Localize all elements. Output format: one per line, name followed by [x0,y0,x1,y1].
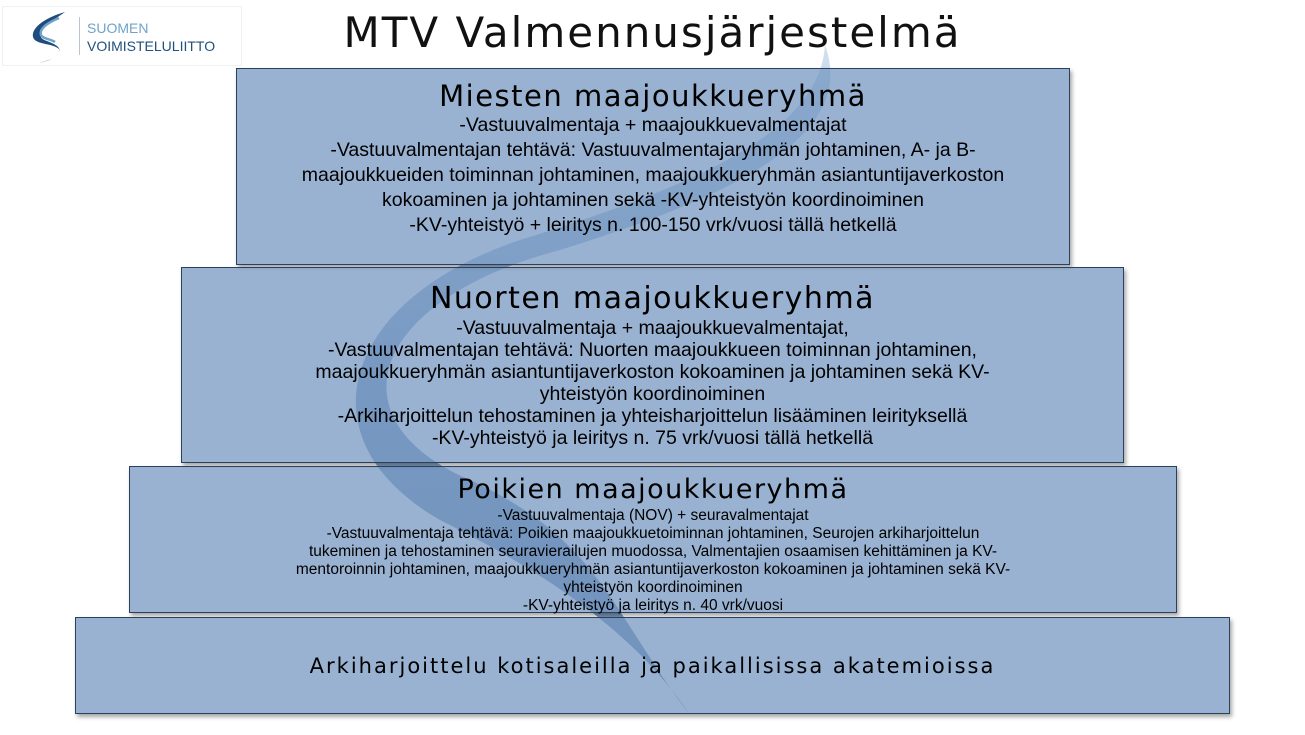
tier-line: maajoukkueryhmän asiantuntijaverkoston kokoaminen ja johtaminen sekä KV- [315,361,990,383]
tier-line: -Arkiharjoittelun tehostaminen ja yhteisharjoittelun lisääminen leirityksellä [337,405,968,427]
tier-heading: Nuorten maajoukkueryhmä [429,281,876,316]
tier-heading: Poikien maajoukkueryhmä [457,474,849,505]
tier-line: yhteistyön koordinoiminen [539,383,766,405]
tier-line: maajoukkueiden toiminnan johtaminen, maajoukkueryhmän asiantuntijaverkoston [301,164,1005,186]
tier-heading: Miesten maajoukkueryhmä [439,79,867,113]
tier-line: yhteistyön koordinoiminen [563,579,743,596]
tier-line: -Vastuuvalmentaja tehtävä: Poikien maajoukkuetoiminnan johtaminen, Seurojen arkiharjoittelun [326,525,980,542]
tier-line: tukeminen ja tehostaminen seuravierailujen muodossa, Valmentajien osaamisen kehittäminen ja KV- [308,543,998,560]
tier-nuorten-maajoukkueryhma [181,267,1124,463]
logo-line-2: VOIMISTELULIITTO [87,38,216,54]
tier-line: -Vastuuvalmentaja + maajoukkuevalmentajat, [456,317,849,339]
tier-line: mentoroinnin johtaminen, maajoukkueryhmän asiantuntijaverkoston kokoaminen ja johtaminen sekä KV- [295,561,1011,578]
tier-miesten-maajoukkueryhma [236,68,1070,265]
tier-line: -Vastuuvalmentaja + maajoukkuevalmentajat [459,114,847,136]
tier-line: -KV-yhteistyö ja leiritys n. 40 vrk/vuosi [522,597,784,614]
page-title: MTV Valmennusjärjestelmä [343,8,962,57]
tier-line: -Vastuuvalmentajan tehtävä: Vastuuvalmentajaryhmän johtaminen, A- ja B- [330,139,976,161]
tier-line: -KV-yhteistyö + leiritys n. 100-150 vrk/vuosi tällä hetkellä [409,214,897,236]
tier-line: -Vastuuvalmentajan tehtävä: Nuorten maajoukkueen toiminnan johtaminen, [328,339,977,361]
tier-line: -KV-yhteistyö ja leiritys n. 75 vrk/vuosi tällä hetkellä [431,427,874,449]
tier-heading: Arkiharjoittelu kotisaleilla ja paikallisissa akatemioissa [309,654,996,678]
tier-line: kokoaminen ja johtaminen sekä -KV-yhteistyön koordinoiminen [382,189,924,211]
tier-arkiharjoittelu [75,617,1230,714]
logo-line-1: SUOMEN [87,20,149,36]
tier-poikien-maajoukkueryhma [129,466,1177,613]
tier-line: -Vastuuvalmentaja (NOV) + seuravalmentajat [497,507,809,524]
